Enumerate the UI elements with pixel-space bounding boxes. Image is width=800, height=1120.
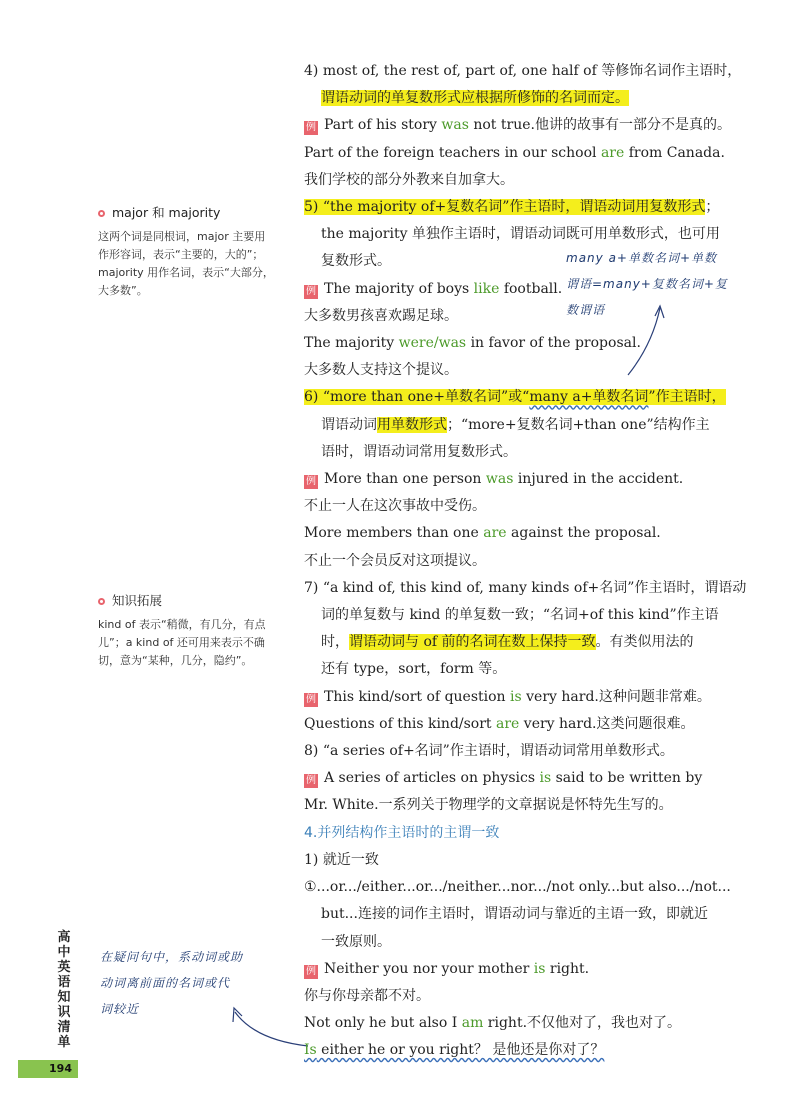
ex-text: More members than one (304, 525, 484, 542)
main-content (304, 58, 750, 1065)
ex-text: Part of the foreign teachers in our school (304, 144, 601, 161)
translation: 我们学校的部分外教来自加拿大。 (304, 171, 514, 188)
note-line: 词较近 (100, 1002, 140, 1016)
example-line (304, 1037, 750, 1064)
ex-text: right.不仅他对了，我也对了。 (483, 1015, 682, 1032)
example-mark: 例 (306, 965, 316, 977)
translation: 不止一人在这次事故中受伤。 (304, 498, 486, 515)
rule-part: ；“more+复数名词+than one”结构作主 (447, 416, 710, 433)
rule-text: 7) “a kind of, this kind of, many kinds of+名词”作主语时，谓语动 (304, 579, 747, 596)
highlighted-text: 谓语动词的单复数形式应根据所修饰的名词而定。 (321, 90, 629, 107)
verb: like (473, 280, 500, 297)
note-line: 数谓语 (566, 303, 606, 317)
sidebar-body: kind of 表示“稍微，有几分，有点儿”；a kind of 还可用来表示不确切，意为“某种，几分，隐约”。 (98, 618, 266, 667)
ex-text: The majority of boys (324, 280, 474, 297)
example-line (304, 466, 750, 493)
ex-text: Neither you nor your mother (324, 960, 534, 977)
rule-part: 时， (321, 634, 349, 651)
ex-text: The majority (304, 335, 399, 352)
rule-text: 词的单复数与 kind 的单复数一致；“名词+of this kind”作主语 (321, 607, 719, 624)
verb: is (533, 960, 546, 977)
verb: was (485, 471, 514, 488)
verb: are (600, 144, 625, 161)
note-line: 谓语=many+复数名词+复 (566, 277, 728, 291)
rule-text (304, 85, 750, 112)
rule-text (304, 412, 750, 439)
rule-text: 复数形式。 (321, 253, 391, 270)
ex-text: right. (545, 960, 590, 977)
arrow-line (235, 1012, 308, 1046)
ex-text: Questions of this kind/sort (304, 715, 497, 732)
ex-text: against the proposal. (506, 525, 661, 542)
rule-part: 。有类似用法的 (595, 634, 694, 651)
rule-text (304, 194, 750, 221)
note-line: many a+单数名词+单数 (566, 251, 718, 265)
ex-text: very hard.这种问题非常难。 (521, 688, 711, 705)
ex-text: in favor of the proposal. (466, 335, 641, 352)
example-mark: 例 (306, 122, 316, 134)
highlighted-text: 用单数形式 (377, 416, 447, 433)
example-line (304, 276, 750, 303)
example-line (304, 1010, 750, 1037)
example-line (304, 765, 750, 792)
example-line (304, 684, 750, 711)
rule-text (304, 384, 750, 411)
example-line (304, 330, 750, 357)
highlighted-text (304, 389, 726, 405)
verb: am (461, 1015, 484, 1032)
rule-text: 一致原则。 (321, 933, 391, 950)
sidebar-title: major 和 majority (112, 205, 221, 220)
example-line (304, 140, 750, 167)
example-line (304, 956, 750, 983)
rule-text: 语时，谓语动词常用复数形式。 (321, 443, 517, 460)
rule-text: but...连接的词作主语时，谓语动词与靠近的主语一致，即就近 (321, 906, 708, 923)
ex-text: very hard.这类问题很难。 (519, 715, 695, 732)
verb: is (510, 688, 522, 705)
verb: is (539, 770, 552, 787)
ex-text: Part of his story (324, 117, 442, 134)
note-line: 在疑问句中，系动词或助 (100, 950, 244, 964)
rule-part: 谓语动词 (321, 416, 377, 433)
rule-part: 6) “more than one+单数名词”或“ (304, 389, 530, 406)
rule-text: the majority 单独作主语时，谓语动词既可用单数形式，也可用 (321, 226, 720, 243)
ex-text: not true.他讲的故事有一部分不是真的。 (468, 117, 731, 134)
verb: were/was (398, 335, 467, 352)
example-mark: 例 (306, 693, 316, 705)
ex-text: A series of articles on physics (324, 770, 540, 787)
ex-text: This kind/sort of question (324, 688, 511, 705)
note-line: 动词离前面的名词或代 (100, 976, 231, 990)
ex-text: said to be written by (551, 770, 703, 787)
highlighted-text: 谓语动词与 of 前的名词在数上保持一致 (349, 634, 596, 651)
rule-text: 4) most of, the rest of, part of, one half of 等修饰名词作主语时， (304, 63, 742, 79)
ex-text: injured in the accident. (513, 471, 684, 488)
example-mark: 例 (306, 476, 316, 488)
sidebar-body: 这两个词是同根词，major 主要用作形容词，表示“主要的，大的”；majority 用作名词，表示“大部分，大多数”。 (98, 230, 274, 297)
example-line (304, 112, 750, 139)
rule-text: 还有 type，sort，form 等。 (321, 661, 507, 678)
highlighted-text: 5) “the majority of+复数名词”作主语时，谓语动词用复数形式 (304, 199, 706, 216)
example-line (304, 520, 750, 547)
subsection-title: 1) 就近一致 (304, 851, 379, 868)
translation: 大多数男孩喜欢踢足球。 (304, 307, 458, 324)
rule-text: ①...or.../either...or.../neither...nor.../not only...but also.../not... (304, 879, 731, 896)
page-number: 194 (18, 1060, 78, 1078)
rule-text: 8) “a series of+名词”作主语时，谓语动词常用单数形式。 (304, 743, 674, 760)
ex-text: either he or you right？ 是他还是你对了？ (316, 1042, 605, 1059)
ex-text: football. (499, 280, 563, 297)
ex-text: from Canada. (624, 144, 725, 161)
section-title: 4.并列结构作主语时的主谓一致 (304, 824, 500, 841)
verb: was (441, 117, 469, 134)
verb: are (483, 525, 507, 542)
translation: 不止一个会员反对这项提议。 (304, 552, 486, 569)
ex-text: Not only he but also I (304, 1015, 462, 1032)
rule-part: ”作主语时， (648, 389, 726, 406)
sidebar-title: 知识拓展 (112, 593, 163, 608)
verb: Is (304, 1042, 317, 1059)
example-mark: 例 (306, 285, 316, 297)
example-mark: 例 (306, 775, 316, 787)
wavy-underlined: many a+单数名词 (529, 389, 649, 406)
translation: 你与你母亲都不对。 (304, 987, 430, 1004)
verb: are (496, 715, 520, 732)
rule-tail: ； (705, 199, 720, 216)
ex-text: More than one person (324, 471, 486, 488)
example-line: Mr. White.一系列关于物理学的文章据说是怀特先生写的。 (304, 797, 673, 814)
book-title-vertical: 高中英语知识清单 (57, 930, 71, 1050)
rule-text (304, 629, 750, 656)
example-line (304, 711, 750, 738)
translation: 大多数人支持这个提议。 (304, 362, 458, 379)
